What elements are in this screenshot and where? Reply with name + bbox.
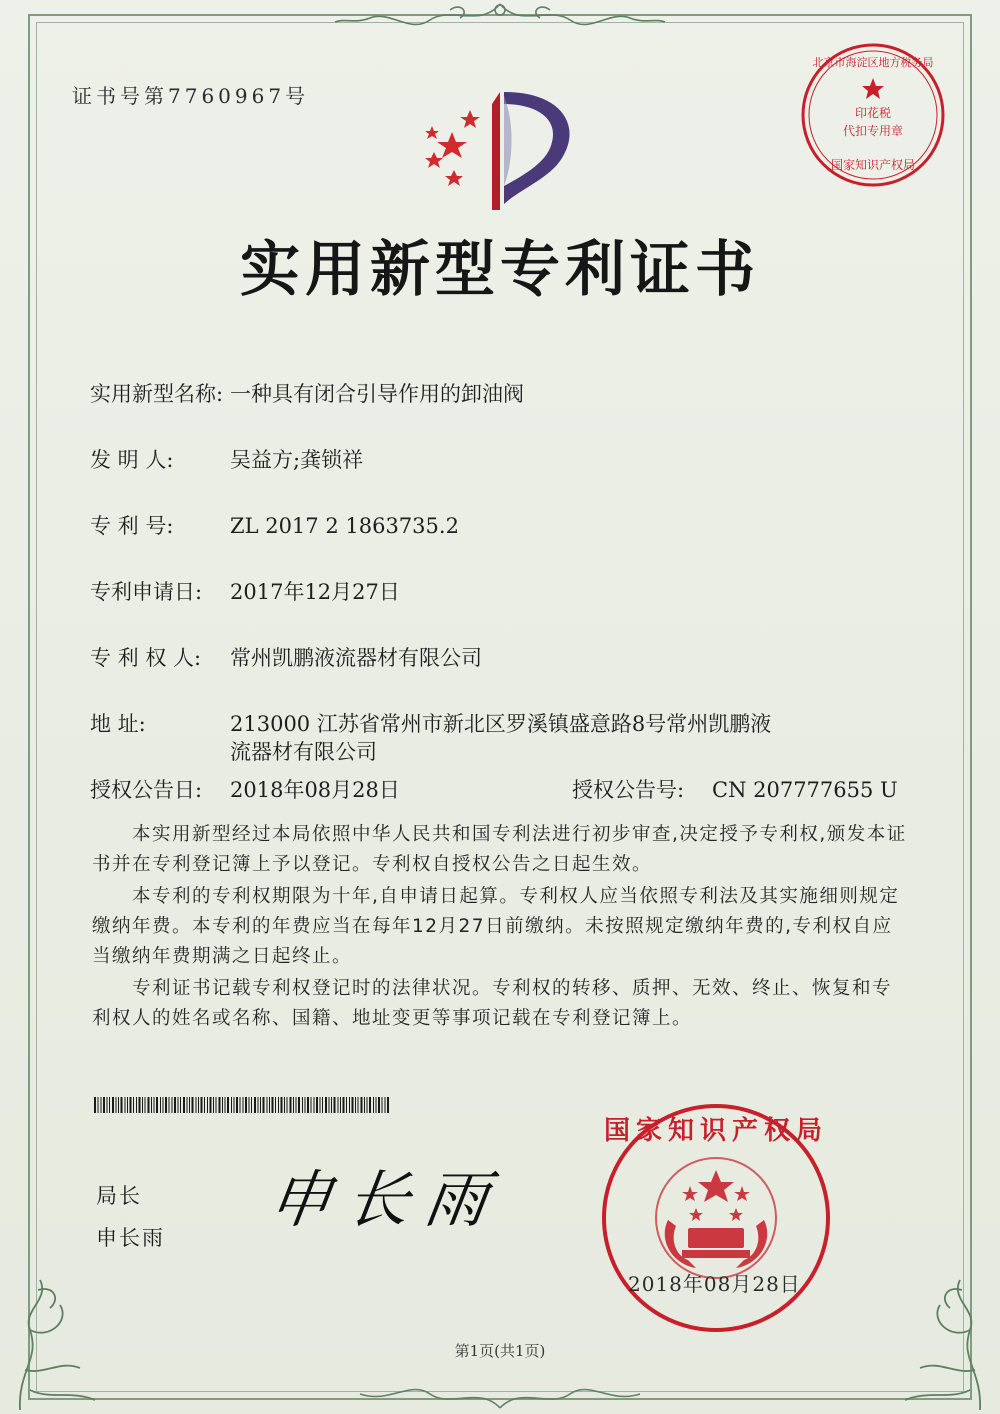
field-value: 2017年12月27日	[230, 580, 400, 604]
barcode-bar	[258, 1097, 259, 1113]
barcode-bar	[204, 1097, 205, 1113]
field-label: 地 址:	[90, 712, 146, 736]
barcode-bar	[219, 1097, 221, 1113]
barcode-bar	[302, 1097, 303, 1113]
barcode-bar	[142, 1097, 143, 1113]
barcode-bar	[151, 1097, 152, 1113]
signature-text: 申长雨	[264, 1163, 509, 1236]
barcode-bar	[382, 1097, 383, 1113]
field-value: 吴益方;龚锁祥	[230, 448, 364, 472]
barcode-bar	[352, 1097, 354, 1113]
barcode-bar	[198, 1097, 199, 1113]
field-value: 一种具有闭合引导作用的卸油阀	[230, 382, 524, 406]
barcode-icon	[94, 1097, 394, 1113]
certificate-statement	[92, 820, 908, 1036]
barcode-bar	[207, 1097, 208, 1113]
field-value-line1: 213000 江苏省常州市新北区罗溪镇盛意路8号常州凯鹏液	[230, 712, 772, 736]
barcode-bar	[154, 1097, 155, 1113]
barcode-bar	[343, 1097, 345, 1113]
barcode-bar	[331, 1097, 332, 1113]
barcode-bar	[378, 1097, 380, 1113]
barcode-bar	[298, 1097, 300, 1113]
barcode-bar	[107, 1097, 108, 1113]
barcode-bar	[263, 1097, 265, 1113]
corner-ornament-icon	[890, 1250, 1000, 1414]
barcode-bar	[156, 1097, 158, 1113]
barcode-bar	[216, 1097, 217, 1113]
field-value-line2: 流器材有限公司	[230, 740, 377, 764]
barcode-bar	[169, 1097, 170, 1113]
barcode-bar	[305, 1097, 306, 1113]
field-value: 常州凯鹏液流器材有限公司	[230, 646, 482, 670]
director-signature	[264, 1150, 511, 1239]
barcode-bar	[222, 1097, 223, 1113]
barcode-bar	[243, 1097, 244, 1113]
field-patentee	[90, 642, 482, 672]
barcode-bar	[187, 1097, 188, 1113]
barcode-bar	[272, 1097, 274, 1113]
page-title: 实用新型专利证书	[240, 235, 760, 305]
barcode-bar	[189, 1097, 190, 1113]
seal-date: 2018年08月28日	[628, 1272, 801, 1296]
barcode-bar	[376, 1097, 377, 1113]
patent-office-logo-icon	[412, 86, 582, 216]
barcode-bar	[139, 1097, 141, 1113]
office-seal	[598, 1100, 834, 1336]
barcode-bar	[322, 1097, 323, 1113]
barcode-bar	[290, 1097, 292, 1113]
tax-stamp-ring-text: 北京市海淀区地方税务局	[812, 56, 934, 69]
barcode-bar	[112, 1097, 114, 1113]
barcode-bar	[287, 1097, 288, 1113]
barcode-bar	[227, 1097, 229, 1113]
barcode-bar	[311, 1097, 312, 1113]
barcode-bar	[163, 1097, 164, 1113]
barcode-bar	[369, 1097, 371, 1113]
barcode-bar	[213, 1097, 214, 1113]
barcode-bar	[125, 1097, 126, 1113]
field-patent-number	[90, 510, 459, 540]
field-value: CN 207777655 U	[712, 778, 898, 802]
barcode-bar	[340, 1097, 341, 1113]
barcode-bar	[249, 1097, 250, 1113]
barcode-bar	[307, 1097, 309, 1113]
barcode-bar	[269, 1097, 270, 1113]
barcode-bar	[320, 1097, 321, 1113]
tax-stamp	[798, 40, 948, 190]
director-name: 申长雨	[96, 1226, 165, 1250]
barcode-bar	[245, 1097, 247, 1113]
barcode-bar	[160, 1097, 161, 1113]
certificate-number: 证书号第7760967号	[72, 84, 310, 108]
barcode-bar	[349, 1097, 350, 1113]
top-ornament-icon	[330, 0, 670, 34]
barcode-bar	[293, 1097, 294, 1113]
barcode-bar	[130, 1097, 132, 1113]
barcode-bar	[94, 1097, 96, 1113]
barcode-bar	[367, 1097, 368, 1113]
barcode-bar	[98, 1097, 99, 1113]
field-label: 专 利 权 人:	[90, 646, 202, 670]
barcode-bar	[385, 1097, 386, 1113]
barcode-bar	[334, 1097, 336, 1113]
barcode-bar	[201, 1097, 203, 1113]
barcode-bar	[236, 1097, 238, 1113]
paragraph: 专利证书记载专利权登记时的法律状况。专利权的转移、质押、无效、终止、恢复和专利权人的姓名或名称、国籍、地址变更等事项记载在专利登记簿上。	[92, 978, 893, 1029]
barcode-bar	[196, 1097, 197, 1113]
office-seal-ring-text	[598, 1100, 834, 1336]
tax-stamp-bottom-text: 国家知识产权局	[830, 158, 915, 172]
barcode-bar	[296, 1097, 297, 1113]
barcode-bar	[165, 1097, 167, 1113]
barcode-bar	[355, 1097, 356, 1113]
field-label: 专 利 号:	[90, 514, 174, 538]
barcode-bar	[101, 1097, 102, 1113]
corner-ornament-icon	[0, 1250, 110, 1414]
barcode-bar	[251, 1097, 252, 1113]
barcode-bar	[267, 1097, 268, 1113]
field-label: 发 明 人:	[90, 448, 174, 472]
barcode-bar	[118, 1097, 119, 1113]
barcode-bar	[103, 1097, 105, 1113]
barcode-bar	[234, 1097, 235, 1113]
barcode-bar	[329, 1097, 330, 1113]
barcode-bar	[231, 1097, 232, 1113]
barcode-bar	[136, 1097, 137, 1113]
field-address	[90, 708, 771, 738]
barcode-bar	[145, 1097, 146, 1113]
field-utility-model-name	[90, 378, 524, 408]
barcode-bar	[358, 1097, 359, 1113]
barcode-bar	[148, 1097, 150, 1113]
paragraph: 本专利的专利权期限为十年,自申请日起算。专利权人应当依照专利法及其实施细则规定缴纳年费。本专利的年费应当在每年12月27日前缴纳。未按照规定缴纳年费的,专利权自应当缴纳年费期满之日起终止。	[92, 886, 900, 967]
field-value: 2018年08月28日	[230, 778, 400, 802]
barcode-bar	[281, 1097, 283, 1113]
director-title: 局长	[96, 1184, 142, 1208]
barcode-bar	[133, 1097, 134, 1113]
field-inventor	[90, 444, 363, 474]
page-number: 第1页(共1页)	[454, 1342, 546, 1360]
barcode-bar	[325, 1097, 327, 1113]
barcode-bar	[338, 1097, 339, 1113]
barcode-bar	[387, 1097, 389, 1113]
barcode-bar	[316, 1097, 318, 1113]
barcode-bar	[183, 1097, 185, 1113]
bottom-ornament-icon	[350, 1380, 650, 1414]
paragraph: 本实用新型经过本局依照中华人民共和国专利法进行初步审查,决定授予专利权,颁发本证书并在专利登记簿上予以登记。专利权自授权公告之日起生效。	[92, 824, 907, 875]
office-seal-ring-label: 国家知识产权局	[603, 1116, 828, 1146]
barcode-bar	[210, 1097, 212, 1113]
barcode-bar	[225, 1097, 226, 1113]
tax-stamp-center-line2: 代扣专用章	[842, 124, 903, 138]
barcode-bar	[278, 1097, 279, 1113]
field-address-line2	[230, 736, 377, 766]
barcode-bar	[364, 1097, 365, 1113]
barcode-bar	[192, 1097, 194, 1113]
tax-stamp-center-line1: 印花税	[854, 106, 891, 120]
field-application-date	[90, 576, 400, 606]
barcode-bar	[116, 1097, 117, 1113]
field-grant-date	[90, 774, 400, 804]
barcode-bar	[275, 1097, 276, 1113]
barcode-bar	[346, 1097, 347, 1113]
barcode-bar	[284, 1097, 285, 1113]
field-value: ZL 2017 2 1863735.2	[230, 514, 459, 538]
barcode-bar	[254, 1097, 256, 1113]
barcode-bar	[121, 1097, 123, 1113]
barcode-bar	[314, 1097, 315, 1113]
barcode-bar	[180, 1097, 181, 1113]
field-label: 授权公告日:	[90, 778, 203, 802]
barcode-bar	[178, 1097, 179, 1113]
barcode-bar	[373, 1097, 374, 1113]
barcode-bar	[174, 1097, 176, 1113]
field-label: 实用新型名称:	[90, 382, 224, 406]
barcode-bar	[240, 1097, 241, 1113]
field-label: 授权公告号:	[572, 778, 685, 802]
barcode-bar	[172, 1097, 173, 1113]
barcode-bar	[361, 1097, 363, 1113]
field-grant-number	[572, 774, 898, 804]
barcode-bar	[127, 1097, 128, 1113]
barcode-bar	[260, 1097, 261, 1113]
barcode-bar	[109, 1097, 110, 1113]
field-label: 专利申请日:	[90, 580, 203, 604]
